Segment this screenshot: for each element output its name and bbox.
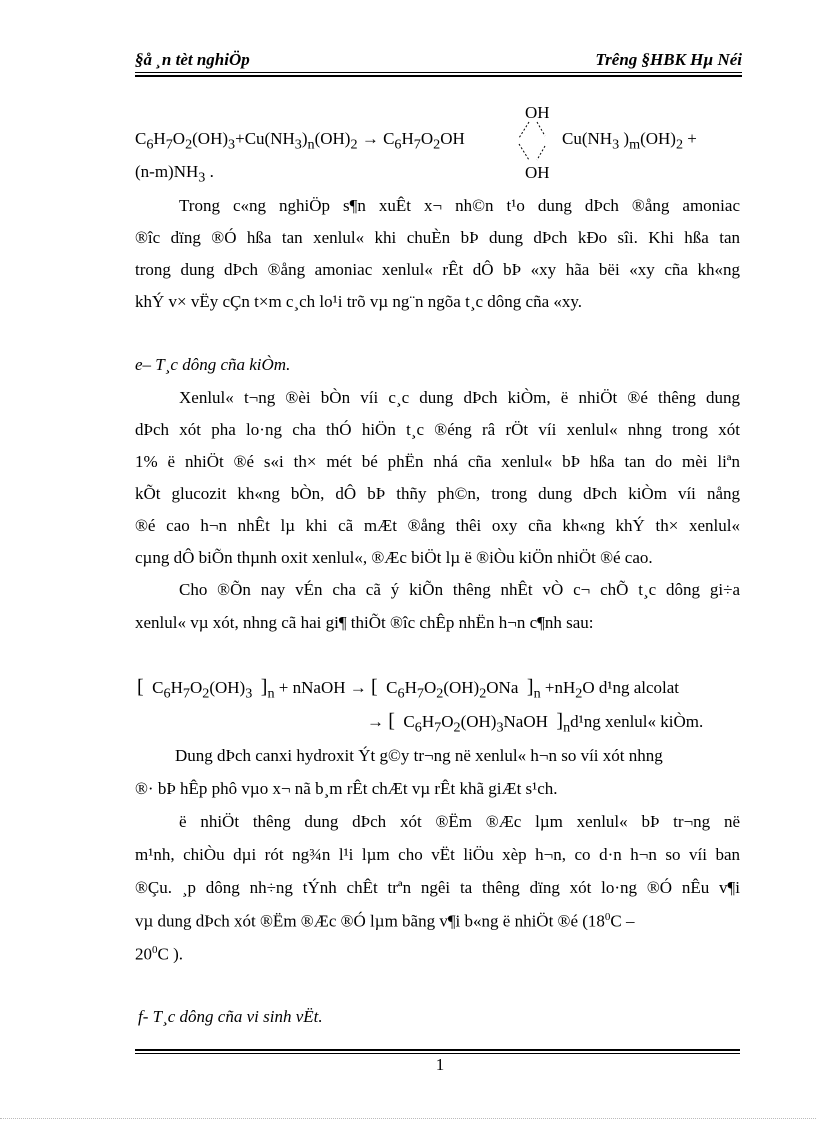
paragraph-line: Xenlul« t¬ng ®èi bÒn víi c¸c dung dÞch kiÒm, ë nhiÖt ®é thêng dung xyxy=(179,388,740,407)
paragraph-line: Dung dÞch canxi hydroxit Ýt g©y tr¬ng në xenlul« h¬n so víi xót nhng xyxy=(175,746,663,765)
equation-alcoholate: [ $C_6H_7O_2(OH)_3$ ]$_n$ + nNaOH → [ $C_6H_7O_2(OH)_2ONa$ ]$_n +nH_2O$ d¹ng alcolat xyxy=(137,676,680,702)
paragraph-line: khÝ v× vËy cÇn t×m c¸ch lo¹i trõ vµ ng¨n ngõa t¸c dông cña «xy. xyxy=(135,292,583,311)
paragraph-line: ®é cao h¬n nhÊt lµ khi cã mÆt ®ång thêi oxy cña kh«ng khÝ th× xenlul« xyxy=(135,516,740,535)
header-document-title: §å ¸n tèt nghiÖp xyxy=(135,50,250,69)
section-heading-f: f- T¸c dông cña vi sinh vËt. xyxy=(138,1007,323,1026)
paragraph-line: cµng dÔ biÕn thµnh oxit xenlul«, ®Æc biÖt lµ ë ®iÒu kiÖn nhiÖt ®é cao. xyxy=(135,548,653,567)
equation-ammonia-line: $(n-m)NH_3$ . xyxy=(135,162,214,186)
page-number: 1 xyxy=(435,1055,445,1074)
header-rule-thick xyxy=(135,75,742,77)
paragraph-line: ®· bÞ hÊp phô vµo x¬ nã b¸m rÊt chÆt vµ rÊt khã giÆt s¹ch. xyxy=(135,779,558,798)
footer-rule-thick xyxy=(135,1049,740,1051)
header-rule xyxy=(135,72,742,73)
paragraph-line: Cho ®Õn nay vÉn cha cã ý kiÕn thêng nhÊt vÒ c¬ chÕ t¸c dông gi÷a xyxy=(179,580,740,599)
equation-copper-product: $Cu(NH_3$ )$_m(OH)_2$ + xyxy=(562,129,697,153)
paragraph-line-temperature: vµ dung dÞch xót ®Ëm ®Æc ®Ó lµm bãng v¶i b«ng ë nhiÖt ®é ($18^0C$ – xyxy=(135,911,635,931)
page-header xyxy=(135,44,742,74)
equation-cellulose-copper: $C_6H_7O_2(OH)_3+Cu(NH_3)_n(OH)_2 \to C_6H_7O_2OH$ xyxy=(135,129,465,153)
paragraph-line: Trong c«ng nghiÖp s¶n xuÊt x¬ nh©n t¹o dung dÞch ®ång amoniac xyxy=(179,196,740,215)
paragraph-line: ë nhiÖt thêng dung dÞch xót ®Ëm ®Æc lµm xenlul« bÞ tr¬ng në xyxy=(179,812,740,831)
paragraph-line: xenlul« vµ xót, nhng cã hai gi¶ thiÕt ®îc chÊp nhËn h¬n c¶nh sau: xyxy=(135,613,594,632)
oh-group-top: OH xyxy=(525,103,550,122)
paragraph-line: 1% ë nhiÖt ®é s«i th× mét bé phËn nhá cña xenlul« bÞ hßa tan do mèi liªn xyxy=(135,452,740,471)
paragraph-line: ®îc dïng ®Ó hßa tan xenlul« khi chuÈn bÞ dung dÞch kÐo sîi. Khi hßa tan xyxy=(135,228,740,247)
paragraph-line: trong dung dÞch ®ång amoniac xenlul« rÊt dÔ bÞ «xy hãa bëi «xy cña kh«ng xyxy=(135,260,740,279)
section-heading-e: e– T¸c dông cña kiÒm. xyxy=(135,355,291,374)
paragraph-line: ®Çu. ¸p dông nh÷ng tÝnh chÊt trªn ngêi ta thêng dïng xót lo·ng ®Ó nÊu v¶i xyxy=(135,878,740,897)
coordination-bond-lines xyxy=(515,120,549,162)
paragraph-line: dÞch xót pha lo·ng cha thÓ hiÖn t¸c ®éng râ rÖt víi xenlul« nhng trong xót xyxy=(135,420,740,439)
header-institution: Trêng §HBK Hµ Néi xyxy=(595,50,742,69)
page-bottom-edge xyxy=(0,1118,816,1119)
footer-rule xyxy=(135,1053,740,1054)
oh-group-bottom: OH xyxy=(525,163,550,182)
paragraph-line: kÕt glucozit kh«ng bÒn, dÔ bÞ thñy ph©n, trong dung dÞch kiÒm víi nång xyxy=(135,484,740,503)
paragraph-line-temperature-end: $20^0C$ ). xyxy=(135,944,183,964)
paragraph-line: m¹nh, chiÒu dµi rót ng¾n l¹i lµm cho vËt liÖu xèp h¬n, co d·n h¬n so víi ban xyxy=(135,845,740,864)
equation-alkali-cellulose: → [ $C_6H_7O_2(OH)_3NaOH$ ]$_nd^1ng$ xenlul« kiÒm. xyxy=(367,710,704,736)
